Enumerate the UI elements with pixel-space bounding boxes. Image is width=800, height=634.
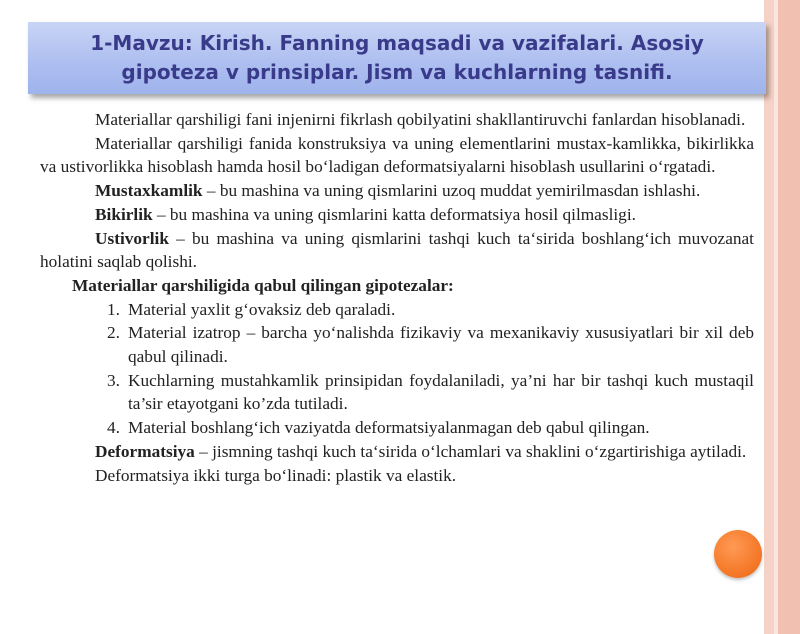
definition-stiffness-text: – bu mashina va uning qismlarini katta deformatsiya hosil qilmasligi. [152, 204, 636, 224]
list-number: 4. [107, 418, 120, 438]
list-item [40, 298, 754, 322]
term-stiffness: Bikirlik [95, 204, 153, 224]
definition-stiffness [40, 203, 754, 227]
title-banner [28, 22, 766, 94]
definition-deformation [40, 440, 754, 464]
list-item-text: Kuchlarning mustahkamlik prinsipidan foydalaniladi, ya’ni har bir tashqi kuch mustaqil ta’sir etayotgani ko’zda tutiladi. [128, 370, 754, 414]
definition-strength [40, 179, 754, 203]
definition-stability-text: – bu mashina va uning qismlarini tashqi kuch ta‘sirida boshlang‘ich muvozanat holatini saqlab qolishi. [40, 228, 754, 272]
list-number: 3. [107, 370, 120, 390]
list-item [40, 369, 754, 416]
hypotheses-heading: Materiallar qarshiligida qabul qilingan gipotezalar: [72, 275, 454, 295]
definition-deformation-text: – jismning tashqi kuch ta‘sirida o‘lchamlari va shaklini o‘zgartirishiga aytiladi. [194, 441, 747, 461]
term-stability: Ustivorlik [95, 228, 169, 248]
list-number: 1. [107, 299, 120, 319]
decorative-circle [714, 530, 762, 578]
slide-right-border [764, 0, 800, 634]
definition-strength-text: – bu mashina va uning qismlarini uzoq muddat yemirilmasdan ishlashi. [202, 181, 701, 201]
list-item [40, 416, 754, 440]
list-item [40, 321, 754, 368]
hypotheses-list [40, 298, 754, 440]
term-strength: Mustaxkamlik [95, 181, 203, 201]
list-item-text: Material yaxlit g‘ovaksiz deb qaraladi. [128, 299, 396, 319]
term-deformation: Deformatsiya [95, 441, 195, 461]
paragraph-purpose: Materiallar qarshiligi fanida konstruksiya va uning elementlarini mustax-kamlikka, bikirlikka va ustivorlikka hisoblash hamda hosil bo‘ladigan deformatsiyalarni hisoblash usullarini o‘rgatadi. [40, 133, 754, 177]
slide-title: 1-Mavzu: Kirish. Fanning maqsadi va vazifalari. Asosiy gipoteza v prinsiplar. Jism va kuchlarning tasnifi. [90, 31, 704, 84]
definition-stability [40, 227, 754, 274]
list-item-text: Material boshlang‘ich vaziyatda deformatsiyalanmagan deb qabul qilingan. [128, 418, 650, 438]
list-number: 2. [107, 323, 120, 343]
list-item-text: Material izatrop – barcha yo‘nalishda fizikaviy va mexanikaviy xususiyatlari bir xil deb qabul qilinadi. [128, 323, 754, 367]
slide-body [40, 108, 754, 487]
deformation-types: Deformatsiya ikki turga bo‘linadi: plastik va elastik. [95, 465, 457, 485]
paragraph-intro: Materiallar qarshiligi fani injenirni fikrlash qobilyatini shakllantiruvchi fanlardan hisoblanadi. [95, 110, 746, 129]
